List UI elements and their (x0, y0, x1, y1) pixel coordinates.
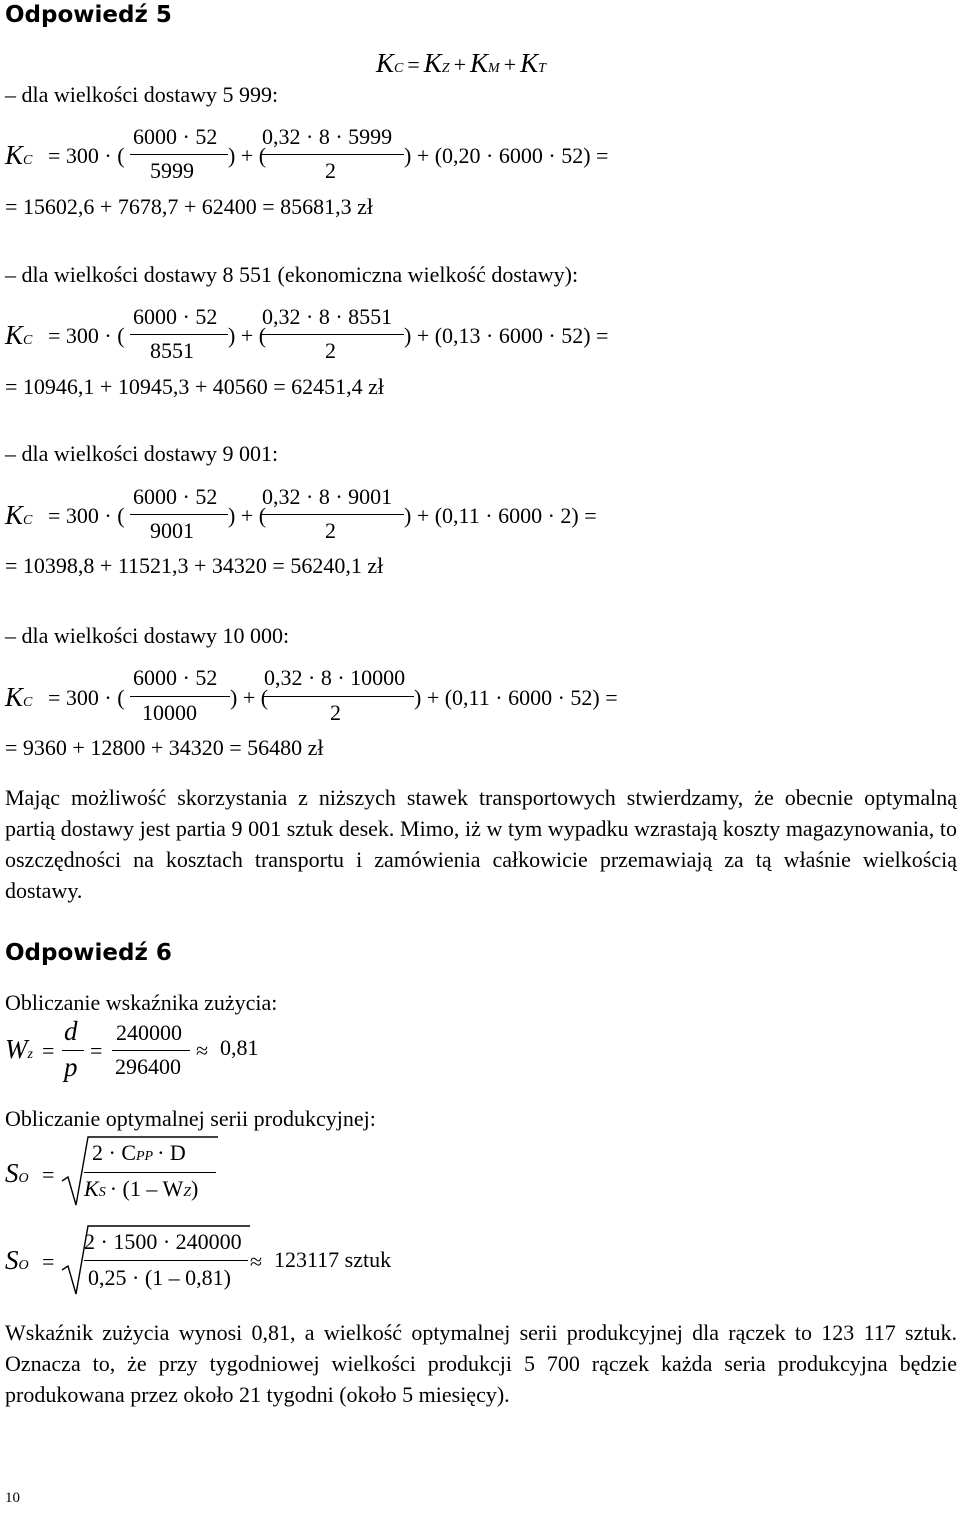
case-label-5999: – dla wielkości dostawy 5 999: (5, 82, 279, 107)
equation-result: = 9360 + 12800 + 34320 = 56480 zł (5, 735, 324, 760)
so-result: 123117 sztuk (274, 1247, 392, 1272)
so-equals: = (42, 1162, 55, 1187)
approx-sign: ≈ (196, 1038, 209, 1063)
equation-result: = 15602,6 + 7678,7 + 62400 = 85681,3 zł (5, 194, 374, 219)
fraction-numerator: 6000 · 52 (133, 484, 218, 509)
fraction-denominator: 2 (325, 158, 336, 183)
fraction-denominator: 2 (325, 338, 336, 363)
wz-result: 0,81 (220, 1035, 259, 1060)
fraction-denominator: 296400 (115, 1054, 181, 1079)
main-cost-formula: KC = KZ + KM + KT (376, 48, 546, 78)
fraction-denominator: 8551 (150, 338, 194, 363)
fraction-numerator: 6000 · 52 (133, 665, 218, 690)
case-label-10000: – dla wielkości dostawy 10 000: (5, 623, 290, 648)
equation-prefix: = 300 · ( (48, 503, 125, 528)
fraction-denominator: 2 (330, 700, 341, 725)
case-label-8551: – dla wielkości dostawy 8 551 (ekonomiczna wielkość dostawy): (5, 262, 579, 287)
equation-prefix: = 300 · ( (48, 143, 125, 168)
fraction-numerator: 0,32 · 8 · 9001 (262, 484, 393, 509)
equation-prefix: = 300 · ( (48, 323, 125, 348)
so-symbol: SO (5, 1245, 29, 1275)
page-number: 10 (5, 1490, 20, 1506)
fraction-denominator: 5999 (150, 158, 194, 183)
equation-middle: ) + ( (228, 503, 267, 528)
fraction-numerator: 0,32 · 8 · 8551 (262, 304, 393, 329)
equation-result: = 10398,8 + 11521,3 + 34320 = 56240,1 zł (5, 553, 384, 578)
fraction-denominator: 9001 (150, 518, 194, 543)
equation-middle: ) + ( (228, 143, 267, 168)
fraction-numerator: 6000 · 52 (133, 304, 218, 329)
conclusion-paragraph-5: Mając możliwość skorzystania z niższych stawek transportowych stwierdzamy, że obecnie optymalną partią dostawy jest partia 9 001 sztuk desek. Mimo, iż w tym wypadku wzrastają koszty magazynowania, to oszczędności na kosztach transportu i zamówienia całkowicie przemawiają za tą właśnie wielkością dostawy. (5, 785, 957, 903)
wz-d: d (64, 1016, 78, 1046)
optimal-series-label: Obliczanie optymalnej serii produkcyjnej: (5, 1106, 376, 1131)
section-heading-6: Odpowiedź 6 (5, 940, 172, 966)
fraction-denominator: 10000 (142, 700, 197, 725)
fraction-bar (112, 1050, 190, 1051)
equation-middle: ) + ( (228, 323, 267, 348)
fraction-numerator: 6000 · 52 (133, 124, 218, 149)
fraction-denominator: 0,25 · (1 – 0,81) (88, 1265, 231, 1290)
section-heading-5: Odpowiedź 5 (5, 2, 172, 28)
kc-symbol: KC (5, 140, 33, 170)
so-equals: = (42, 1249, 55, 1274)
equation-tail: ) + (0,13 · 6000 · 52) = (404, 323, 609, 348)
usage-rate-label: Obliczanie wskaźnika zużycia: (5, 990, 278, 1015)
equation-result: = 10946,1 + 10945,3 + 40560 = 62451,4 zł (5, 374, 385, 399)
fraction-numerator: 0,32 · 8 · 10000 (264, 665, 406, 690)
fraction-bar (260, 154, 404, 155)
fraction-bar (262, 696, 414, 697)
approx-sign: ≈ (250, 1249, 263, 1274)
wz-equals: = (42, 1038, 55, 1063)
fraction-bar (260, 334, 404, 335)
wz-equals-2: = (90, 1038, 103, 1063)
fraction-denominator: 2 (325, 518, 336, 543)
conclusion-paragraph-6: Wskaźnik zużycia wynosi 0,81, a wielkość optymalnej serii produkcyjnej dla rączek to 123 117 sztuk. Oznacza to, że przy tygodniowej wielkości produkcji 5 700 rączek każda seria produkcyjna będzie produkowana przez około 21 tygodni (około 5 miesięcy). (5, 1320, 957, 1407)
so-denominator: KS · (1 – WZ) (84, 1176, 199, 1201)
equation-tail: ) + (0,11 · 6000 · 2) = (404, 503, 597, 528)
fraction-bar (130, 696, 230, 697)
fraction-bar (130, 334, 228, 335)
case-label-9001: – dla wielkości dostawy 9 001: (5, 441, 279, 466)
fraction-bar (62, 1050, 84, 1051)
equation-tail: ) + (0,20 · 6000 · 52) = (404, 143, 609, 168)
fraction-bar (84, 1172, 216, 1173)
fraction-numerator: 0,32 · 8 · 5999 (262, 124, 393, 149)
fraction-bar (84, 1260, 248, 1261)
so-symbol: SO (5, 1158, 29, 1188)
fraction-numerator: 2 · 1500 · 240000 (84, 1229, 242, 1254)
fraction-bar (130, 154, 228, 155)
fraction-bar (260, 514, 404, 515)
wz-symbol: Wz (5, 1034, 33, 1064)
wz-p: p (64, 1052, 78, 1082)
equation-tail: ) + (0,11 · 6000 · 52) = (414, 685, 618, 710)
fraction-bar (130, 514, 228, 515)
fraction-numerator: 240000 (116, 1020, 182, 1045)
equation-prefix: = 300 · ( (48, 685, 125, 710)
kc-symbol: KC (5, 320, 33, 350)
kc-symbol: KC (5, 682, 33, 712)
equation-middle: ) + ( (230, 685, 269, 710)
kc-symbol: KC (5, 500, 33, 530)
so-numerator: 2 · CPP · D (92, 1140, 186, 1165)
